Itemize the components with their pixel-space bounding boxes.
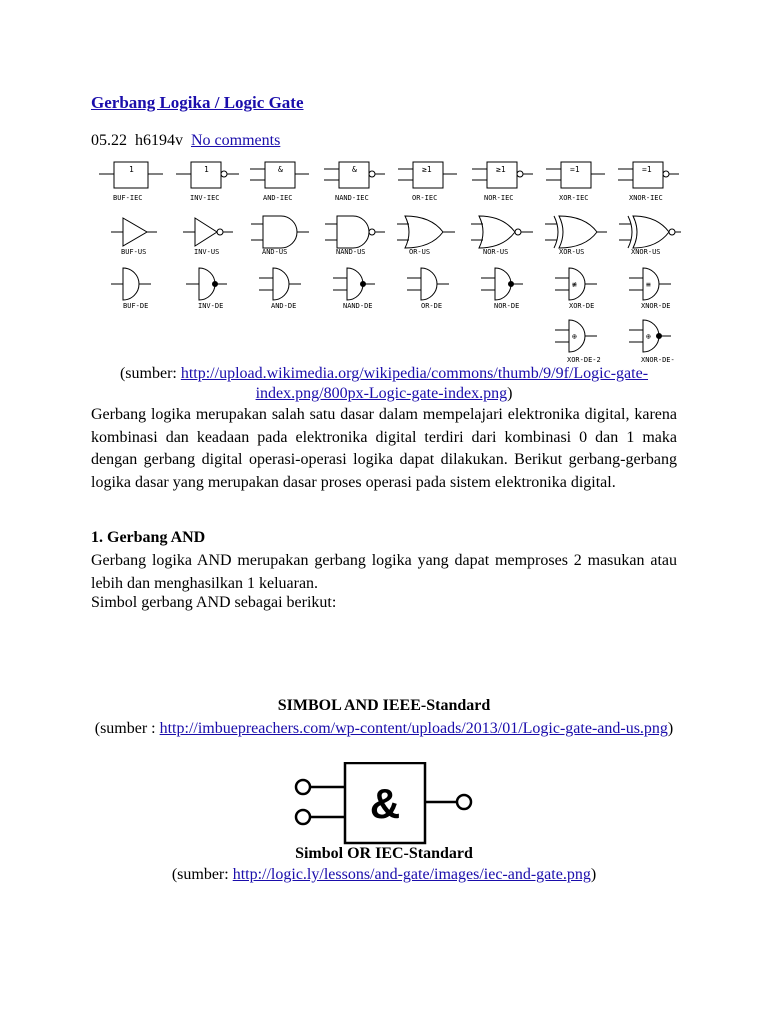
xnor-us-label: XNOR-US: [631, 248, 661, 256]
source-suffix: ): [507, 385, 513, 402]
nor-de-label: NOR-DE: [494, 302, 520, 310]
iec-and-gate-image: [291, 762, 481, 846]
and-de-label: AND-DE: [271, 302, 297, 310]
xnor-iec-symbol: =1: [642, 165, 652, 174]
source-suffix: ): [667, 720, 674, 737]
buf-iec-symbol: 1: [129, 165, 134, 174]
section-heading-and: 1. Gerbang AND: [91, 529, 206, 546]
xnor-de-2-gate: [629, 320, 675, 364]
post-author: h6194v: [135, 132, 183, 149]
and-iec-label: AND-IEC: [263, 194, 293, 202]
inv-iec-label: INV-IEC: [190, 194, 220, 202]
comments-link[interactable]: No comments: [191, 132, 281, 149]
nand-iec-label: NAND-IEC: [335, 194, 369, 202]
inv-iec-gate: [176, 162, 239, 202]
and-iec-symbol: &: [278, 165, 283, 174]
xnor-iec-gate: [618, 162, 679, 202]
post-title-link[interactable]: Gerbang Logika / Logic Gate: [91, 93, 304, 112]
buf-iec-label: BUF-IEC: [113, 194, 143, 202]
xor-de-2-gate: [555, 320, 601, 364]
or-us-label: OR-US: [409, 248, 431, 256]
xnor-de-gate: [629, 268, 671, 310]
nand-de-label: NAND-DE: [343, 302, 373, 310]
source-caption-2: [91, 719, 677, 739]
or-iec-label: OR-IEC: [412, 194, 438, 202]
section-and-body: Gerbang logika AND merupakan gerbang logika yang dapat memproses 2 masukan atau lebih dan menghasilkan 1 keluaran.: [91, 552, 677, 592]
or-iec-symbol: ≥1: [422, 165, 432, 174]
buf-iec-gate: [99, 162, 163, 202]
nand-de-gate: [333, 268, 375, 310]
nor-us-gate: [471, 216, 533, 256]
xor-de-2-symbol: ⊕: [572, 332, 577, 341]
post-time: 05.22: [91, 132, 127, 149]
xor-us-gate: [545, 216, 607, 256]
buf-de-gate: [111, 268, 151, 310]
or-us-gate: [397, 216, 455, 256]
or-iec-gate: [398, 162, 457, 202]
buf-us-label: BUF-US: [121, 248, 147, 256]
or-de-label: OR-DE: [421, 302, 443, 310]
source-prefix: (sumber:: [119, 365, 181, 382]
source-caption-1: [91, 364, 677, 404]
nor-iec-gate: [472, 162, 533, 202]
xor-iec-label: XOR-IEC: [559, 194, 589, 202]
nor-iec-label: NOR-IEC: [484, 194, 514, 202]
xnor-iec-label: XNOR-IEC: [629, 194, 663, 202]
xor-de-symbol: ≢: [572, 280, 577, 289]
and-de-gate: [259, 268, 301, 310]
xor-us-label: XOR-US: [559, 248, 585, 256]
nand-us-label: NAND-US: [336, 248, 366, 256]
xnor-de-label: XNOR-DE: [641, 302, 671, 310]
inv-de-label: INV-DE: [198, 302, 224, 310]
xnor-de-2-symbol: ⊕: [646, 332, 651, 341]
source-link-3[interactable]: http://logic.ly/lessons/and-gate/images/iec-and-gate.png: [232, 866, 591, 883]
intro-paragraph: Gerbang logika merupakan salah satu dasar dalam mempelajari elektronika digital, karena kombinasi dan keadaan pada elektronika digital terdiri dari kombinasi 0 dan 1 maka dengan gerbang digital operasi-operasi logika dapat dilakukan. Berikut gerbang-gerbang logika dasar yang merupakan dasar proses operasi pada sistem elektronika digital.: [91, 406, 677, 491]
inv-us-label: INV-US: [194, 248, 220, 256]
logic-gate-index-figure: [91, 158, 681, 366]
and-us-label: AND-US: [262, 248, 288, 256]
xor-iec-symbol: =1: [570, 165, 580, 174]
xor-de-label: XOR-DE: [569, 302, 595, 310]
source-prefix: (sumber :: [94, 720, 160, 737]
buf-us-gate: [111, 218, 157, 256]
and-symbol: &: [369, 780, 401, 827]
inv-us-gate: [183, 218, 233, 256]
xnor-de-symbol: ≡: [646, 280, 651, 289]
nand-iec-gate: [324, 162, 385, 202]
section-and-line: Simbol gerbang AND sebagai berikut:: [91, 594, 337, 611]
and-iec-gate: [250, 162, 309, 202]
nand-us-gate: [325, 216, 385, 256]
xnor-de-2-label: XNOR-DE-: [641, 356, 675, 364]
post-meta: [91, 132, 280, 150]
source-caption-3: [91, 866, 677, 884]
inv-iec-symbol: 1: [204, 165, 209, 174]
source-prefix: (sumber:: [171, 866, 233, 883]
source-suffix: ): [590, 866, 597, 883]
iec-symbol-title: Simbol OR IEC-Standard: [295, 845, 473, 862]
nor-iec-symbol: ≥1: [496, 165, 506, 174]
nor-de-gate: [481, 268, 523, 310]
or-de-gate: [407, 268, 449, 310]
nand-iec-symbol: &: [352, 165, 357, 174]
nor-us-label: NOR-US: [483, 248, 509, 256]
and-us-gate: [251, 216, 309, 256]
source-link-1[interactable]: http://upload.wikimedia.org/wikipedia/commons/thumb/9/9f/Logic-gate-index.png/800px-Logic-gate-index.png: [180, 365, 649, 402]
inv-de-gate: [186, 268, 227, 310]
ieee-symbol-title: SIMBOL AND IEEE-Standard: [277, 697, 491, 714]
xor-de-gate: [555, 268, 597, 310]
xor-iec-gate: [546, 162, 605, 202]
source-link-2[interactable]: http://imbuepreachers.com/wp-content/uploads/2013/01/Logic-gate-and-us.png: [159, 720, 668, 737]
xor-de-2-label: XOR-DE-2: [567, 356, 601, 364]
buf-de-label: BUF-DE: [123, 302, 149, 310]
xnor-us-gate: [619, 216, 681, 256]
